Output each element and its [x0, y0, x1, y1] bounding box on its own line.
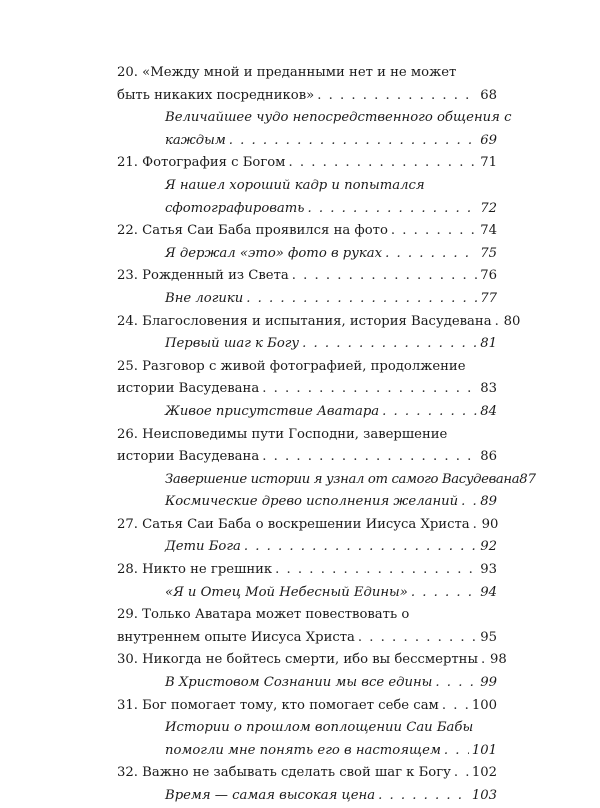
toc-entry-24[interactable] — [117, 311, 521, 334]
leader-dots — [444, 740, 469, 763]
toc-title: 26. Неисповедимы пути Господни, завершение — [117, 426, 448, 442]
toc-title: 31. Бог помогает тому, кто помогает себе сам — [117, 697, 439, 713]
page-number: 94 — [480, 584, 497, 600]
leader-dots — [435, 672, 477, 695]
leader-dots — [244, 536, 477, 559]
toc-subentry-26b[interactable] — [117, 491, 497, 514]
leader-dots — [302, 333, 477, 356]
toc-subtitle-cont: помогли мне понять его в настоящем — [165, 742, 441, 758]
leader-dots — [262, 378, 477, 401]
leader-dots — [246, 288, 477, 311]
toc-subtitle: Истории о прошлом воплощении Саи Бабы — [165, 720, 474, 736]
leader-dots — [461, 491, 477, 514]
page-number: 103 — [471, 788, 497, 803]
toc-title: 21. Фотография с Богом — [117, 155, 286, 171]
leader-dots — [454, 762, 469, 785]
page-number: 72 — [480, 200, 497, 216]
toc-subtitle: Величайшее чудо непосредственного общения с — [165, 110, 512, 126]
page-number: 76 — [480, 268, 497, 284]
toc-entry-27[interactable] — [117, 514, 497, 537]
toc-entry-22[interactable] — [117, 220, 497, 243]
toc-subentry-23[interactable] — [117, 288, 497, 311]
toc-entry-25[interactable] — [117, 356, 497, 401]
page-number: 71 — [480, 155, 497, 171]
leader-dots — [292, 265, 477, 288]
toc-subtitle-cont: сфотографировать — [165, 200, 305, 216]
page-number: 99 — [480, 675, 497, 691]
toc-subentry-21[interactable] — [117, 175, 497, 220]
toc-title-cont: истории Васудевана — [117, 381, 260, 397]
page-number: 101 — [471, 742, 497, 758]
toc-entry-23[interactable] — [117, 265, 497, 288]
toc-entry-30[interactable] — [117, 649, 507, 672]
toc-entry-28[interactable] — [117, 559, 497, 582]
page-number: 84 — [480, 403, 497, 419]
toc-title: 25. Разговор с живой фотографией, продолжение — [117, 358, 466, 374]
leader-dots — [317, 85, 477, 108]
toc-subtitle: Вне логики — [165, 290, 244, 306]
toc-title-cont: быть никаких посредников» — [117, 87, 315, 103]
toc-subtitle: Живое присутствие Аватара — [165, 403, 380, 419]
toc-subentry-20[interactable] — [117, 107, 512, 152]
page-number: 77 — [480, 290, 497, 306]
toc-subentry-26a[interactable] — [117, 469, 537, 492]
page-number: 80 — [503, 313, 521, 329]
toc-title: 27. Сатья Саи Баба о воскрешении Иисуса Христа — [117, 516, 470, 532]
leader-dots — [442, 695, 469, 718]
leader-dots — [391, 220, 477, 243]
page-number: 86 — [480, 449, 497, 465]
leader-dots — [385, 243, 477, 266]
toc-subentry-31[interactable] — [117, 717, 497, 762]
leader-dots — [481, 649, 487, 672]
leader-dots — [473, 514, 479, 537]
toc-subtitle: Я нашел хороший кадр и попытался — [165, 177, 425, 193]
toc-subentry-28[interactable] — [117, 582, 497, 605]
toc-subtitle: «Я и Отец Мой Небесный Едины» — [165, 584, 408, 600]
page-number: 92 — [480, 539, 497, 555]
leader-dots — [262, 446, 477, 469]
page-number: 69 — [480, 132, 497, 148]
toc-entry-31[interactable] — [117, 695, 497, 718]
toc-entry-20[interactable] — [117, 62, 497, 107]
leader-dots — [288, 152, 477, 175]
leader-dots — [378, 785, 469, 808]
toc-title: 20. «Между мной и преданными нет и не может — [117, 65, 457, 80]
page-number: 81 — [480, 336, 497, 352]
toc-title: 22. Сатья Саи Баба проявился на фото — [117, 223, 388, 239]
page-number: 95 — [480, 629, 497, 645]
toc-subtitle: В Христовом Сознании мы все едины — [165, 675, 433, 691]
leader-dots — [229, 130, 477, 153]
toc-subtitle: Космические древо исполнения желаний — [165, 494, 459, 510]
toc-subentry-27[interactable] — [117, 536, 497, 559]
toc-entry-21[interactable] — [117, 152, 497, 175]
page-number: 93 — [480, 562, 497, 578]
page-number: 83 — [480, 381, 497, 397]
toc-subtitle: Завершение истории я узнал от самого Васудевана — [165, 471, 520, 487]
leader-dots — [411, 582, 477, 605]
leader-dots — [275, 559, 477, 582]
toc-subentry-25[interactable] — [117, 401, 497, 424]
leader-dots — [358, 627, 477, 650]
page-number: 90 — [481, 516, 499, 532]
page-number: 100 — [471, 697, 497, 713]
toc-entry-32[interactable] — [117, 762, 497, 785]
toc-title: 29. Только Аватара может повествовать о — [117, 607, 410, 623]
toc-subtitle-cont: каждым — [165, 132, 226, 148]
toc-subtitle: Дети Бога — [165, 539, 241, 555]
page-number: 68 — [480, 87, 497, 103]
toc-title: 28. Никто не грешник — [117, 562, 273, 578]
table-of-contents — [117, 62, 537, 808]
leader-dots — [307, 198, 477, 221]
toc-subentry-24[interactable] — [117, 333, 497, 356]
page-number: 74 — [480, 223, 497, 239]
toc-title: 23. Рожденный из Света — [117, 268, 289, 284]
toc-subentry-30[interactable] — [117, 672, 497, 695]
toc-title-cont: внутреннем опыте Иисуса Христа — [117, 629, 355, 645]
leader-dots — [382, 401, 477, 424]
page-number: 87 — [519, 471, 537, 487]
page-number: 98 — [489, 652, 507, 668]
toc-entry-26[interactable] — [117, 424, 497, 469]
toc-subentry-32[interactable] — [117, 785, 497, 808]
toc-subtitle: Я держал «это» фото в руках — [165, 245, 383, 261]
toc-title: 30. Никогда не бойтесь смерти, ибо вы бессмертны — [117, 652, 478, 668]
toc-subentry-22[interactable] — [117, 243, 497, 266]
page-number: 75 — [480, 245, 497, 261]
toc-title-cont: истории Васудевана — [117, 449, 260, 465]
page-number: 102 — [471, 765, 497, 781]
toc-subtitle: Первый шаг к Богу — [165, 336, 300, 352]
toc-subtitle: Время — самая высокая цена — [165, 788, 376, 803]
page-number: 89 — [480, 494, 497, 510]
leader-dots — [495, 311, 501, 334]
toc-title: 32. Важно не забывать сделать свой шаг к Богу — [117, 765, 451, 781]
toc-title: 24. Благословения и испытания, история Васудевана — [117, 313, 492, 329]
toc-entry-29[interactable] — [117, 604, 497, 649]
